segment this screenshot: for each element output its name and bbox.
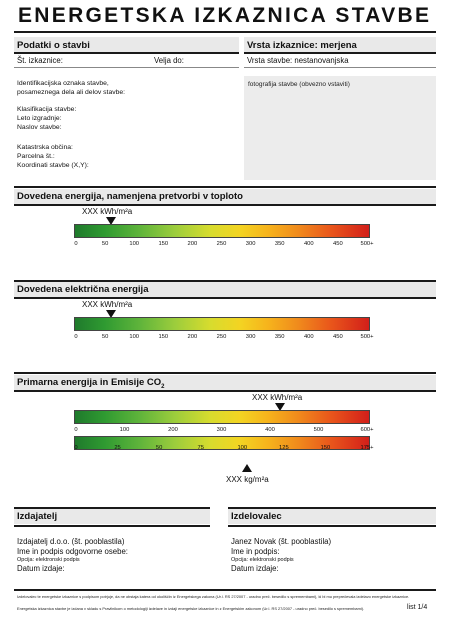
- author-esign-option: Opcija: elektronski podpis: [231, 557, 294, 563]
- section3-emissions-tick: 0: [74, 445, 78, 451]
- footer-legal-note: Energetska izkaznica stavbe je izdana v skladu s Pravilnikom o metodologiji izdelave in izdaji energetske izkaznice in z Energetskim zakonom (Ur.l. RS 27/2007 - uradno preč. besedilo s spremembami).: [17, 606, 365, 611]
- section1-value-label: XXX kWh/m²a: [82, 207, 133, 216]
- section3-primary-tick: 0: [74, 427, 78, 433]
- section3-primary-energy-scale: [74, 410, 370, 424]
- section2-tick: 300: [245, 334, 256, 340]
- section3-emissions-marker: [242, 464, 252, 472]
- card-number-underline: [14, 67, 239, 68]
- section2-value-label: XXX kWh/m²a: [82, 300, 133, 309]
- valid-until-label: Velja do:: [154, 56, 184, 65]
- cadastral-municipality-label: Katastrska občina:: [17, 144, 73, 151]
- section3-emissions-tick: 150: [320, 445, 331, 451]
- section2-tick: 200: [187, 334, 198, 340]
- section1-energy-scale: [74, 224, 370, 238]
- section2-heading: Dovedena električna energija: [17, 284, 149, 295]
- section3-heading: [17, 377, 164, 390]
- section3-emissions-tick: 175+: [360, 445, 374, 451]
- section1-tick: 450: [333, 241, 343, 247]
- identification-line-2: posameznega dela ali delov stavbe:: [17, 88, 126, 96]
- section3-emissions-tick: 50: [155, 445, 163, 451]
- section3-heading-main: Primarna energija in Emisije CO: [17, 377, 162, 388]
- building-photo-placeholder[interactable]: [244, 76, 436, 180]
- building-address-label: Naslov stavbe:: [17, 123, 62, 131]
- issuer-date-label: Datum izdaje:: [17, 564, 65, 573]
- section1-tick: 100: [129, 241, 140, 247]
- section2-tick: 500+: [360, 334, 374, 340]
- section1-tick: 500+: [360, 241, 374, 247]
- section3-primary-tick: 600+: [360, 427, 374, 433]
- section3-emissions-tick-labels: [0, 445, 450, 453]
- issuer-bottom-divider: [14, 525, 210, 527]
- section1-heading: Dovedena energija, namenjena pretvorbi v toploto: [17, 191, 243, 202]
- section1-tick: 300: [245, 241, 256, 247]
- section1-top-divider: [14, 186, 436, 188]
- section2-tick: 0: [74, 334, 78, 340]
- section3-primary-value-label: XXX kWh/m²a: [252, 393, 303, 402]
- section3-primary-tick: 400: [265, 427, 275, 433]
- section1-tick: 0: [74, 241, 78, 247]
- identification-label: [17, 80, 125, 97]
- title-divider: [14, 31, 436, 33]
- author-name: Janez Novak (št. pooblastila): [231, 537, 332, 546]
- section1-tick: 400: [303, 241, 314, 247]
- building-info-block: [17, 106, 76, 132]
- section1-tick: 150: [158, 241, 169, 247]
- section2-tick: 350: [274, 334, 285, 340]
- section3-top-divider: [14, 372, 436, 374]
- section1-tick: 250: [216, 241, 227, 247]
- section2-tick: 50: [101, 334, 109, 340]
- building-type-label: Vrsta stavbe: nestanovanjska: [247, 56, 349, 65]
- building-type-underline: [244, 67, 436, 68]
- building-data-divider: [14, 52, 239, 54]
- section1-tick: 350: [274, 241, 285, 247]
- issuer-heading: Izdajatelj: [17, 511, 58, 522]
- classification-label: Klasifikacija stavbe:: [17, 106, 77, 113]
- section2-tick: 250: [216, 334, 227, 340]
- section2-tick: 100: [129, 334, 140, 340]
- parcel-number-label: Parcelna št.:: [17, 152, 55, 160]
- section2-bottom-divider: [14, 297, 436, 299]
- section3-emissions-tick: 75: [197, 445, 204, 451]
- section3-primary-tick: 300: [216, 427, 227, 433]
- section3-primary-tick: 200: [168, 427, 178, 433]
- section3-bottom-divider: [14, 390, 436, 392]
- card-type-divider: [244, 52, 436, 54]
- footer-divider: [14, 589, 436, 591]
- issuer-signature-label: Ime in podpis odgovorne osebe:: [17, 547, 128, 556]
- cadastral-block: [17, 144, 89, 170]
- issuer-esign-option: Opcija: elektronski podpis: [17, 557, 80, 563]
- section3-emissions-tick: 25: [114, 445, 121, 451]
- section1-tick: 200: [187, 241, 198, 247]
- section3-primary-tick: 100: [119, 427, 130, 433]
- identification-line-1: Identifikacijska oznaka stavbe,: [17, 80, 109, 87]
- section2-tick-labels: [0, 334, 450, 342]
- page-indicator: list 1/4: [407, 604, 428, 611]
- section3-primary-tick: 500: [313, 427, 324, 433]
- coordinates-label: Koordinati stavbe (X,Y):: [17, 161, 89, 169]
- issuer-name: Izdajatelj d.o.o. (št. pooblastila): [17, 537, 125, 546]
- section3-primary-tick-labels: [0, 427, 450, 435]
- photo-label: fotografija stavbe (obvezno vstaviti): [248, 81, 350, 88]
- section3-heading-subscript: 2: [161, 383, 165, 390]
- footer-declaration: Izdelovalec te energetske izkaznice s podpisom potrjuje, da ne obstaja katera od okoliščin iz Energetskega zakona (Ur.l. RS 27/2007 - uradno preč. besedilo s spremembami), ki bi mu preprečevala izdelavo energetske izkaznice.: [17, 594, 410, 599]
- section1-bottom-divider: [14, 204, 436, 206]
- author-heading: Izdelovalec: [231, 511, 282, 522]
- section3-emissions-tick: 125: [279, 445, 289, 451]
- author-signature-label: Ime in podpis:: [231, 547, 280, 556]
- section2-tick: 150: [158, 334, 169, 340]
- author-date-label: Datum izdaje:: [231, 564, 279, 573]
- section2-tick: 450: [333, 334, 343, 340]
- section2-tick: 400: [303, 334, 314, 340]
- building-data-heading: Podatki o stavbi: [17, 40, 90, 51]
- section3-emissions-value-label: XXX kg/m²a: [226, 475, 269, 484]
- construction-year-label: Leto izgradnje:: [17, 114, 62, 122]
- section2-electricity-scale: [74, 317, 370, 331]
- page-title: ENERGETSKA IZKAZNICA STAVBE: [18, 4, 432, 27]
- section1-tick: 50: [101, 241, 109, 247]
- section1-tick-labels: [0, 241, 450, 249]
- section3-emissions-tick: 100: [237, 445, 248, 451]
- author-bottom-divider: [228, 525, 436, 527]
- card-type-heading: Vrsta izkaznice: merjena: [247, 40, 357, 51]
- card-number-label: Št. izkaznice:: [17, 56, 63, 65]
